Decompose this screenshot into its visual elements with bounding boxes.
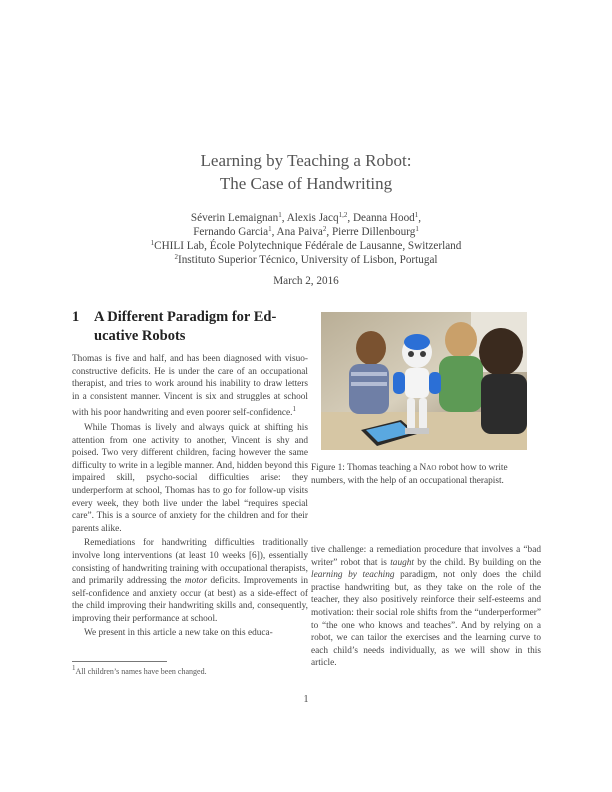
paper-title-line-2: The Case of Handwriting — [219, 174, 393, 193]
page-number: 1 — [303, 694, 309, 705]
robot-teaching-photo — [321, 312, 527, 450]
paper-date: March 2, 2016 — [273, 275, 339, 287]
authors-line-1: Séverin Lemaignan$^1$, Alexis Jacq$^{1,2}$, Deanna Hood$^1$, — [190, 211, 422, 224]
author-jacq: , Alexis Jacq — [281, 212, 339, 224]
authors-line-2: Fernando Garcia$^1$, Ana Paiva$^2$, Pierre Dillenbourg$^1$ — [193, 225, 419, 238]
author-lemaignan: Séverin Lemaignan — [190, 212, 279, 224]
right-paragraph: tive challenge: a remediation procedure that involves a “bad writer” robot that is taught by the child. By building on the learning by teaching paradigm, not only does the child practise handwriting but, as they take on the role of the teacher, they also positively reinforce their self-esteems and motivation: their social role shifts from the “underperformer” to “the one who knows and teaches”. And by relying on a robot, we can tailor the exercises and the learning curve to each child’s needs individually, as we will show in this article. — [311, 545, 541, 669]
author-garcia: Fernando Garcia — [193, 226, 269, 238]
figure-photo — [321, 312, 527, 450]
right-column — [311, 544, 541, 670]
footnote: $^1$All children’s names have been changed. — [72, 664, 207, 676]
author-hood: , Deanna Hood — [347, 212, 415, 224]
left-column — [72, 353, 308, 640]
paragraph-1: Thomas is five and half, and has been diagnosed with visuo-constructive deficits. He is under the care of an occupational therapist, and tries to work around his inability to draw letters in a consistent manner. Vincent is six and struggles at school with his poor handwriting and even poorer self-confidence.$^1$ — [72, 354, 308, 419]
author-dillenbourg: , Pierre Dillenbourg — [326, 226, 416, 238]
footnote-ref: 1 — [292, 405, 296, 414]
paragraph-2: While Thomas is lively and always quick at shifting his attention from one activity to another, Vincent is shy and poised. Two very different children, facing however the same difficulty to write in a legible manner. And, hidden beyond this impaired skill, psycho-social difficulties arise: they underperform at school, Thomas has to go for follow-up visits every week, they both live under the label “requires special care”. This is a source of anxiety for the children and for their parents alike. — [72, 422, 308, 534]
figure-caption: Figure 1: Thomas teaching a Nao robot how to write numbers, with the help of an occupational therapist. — [311, 463, 508, 486]
paper-title-line-1: Learning by Teaching a Robot: — [200, 151, 412, 170]
footnote-rule — [72, 661, 167, 662]
section-heading — [72, 308, 308, 346]
figure-label: Figure 1: — [311, 463, 345, 473]
paragraph-4: We present in this article a new take on this educa- — [84, 628, 273, 639]
author-paiva: , Ana Paiva — [271, 226, 323, 238]
affiliation-2: $^2$Instituto Superior Técnico, University of Lisbon, Portugal — [174, 253, 438, 266]
affiliation-1: $^1$CHILI Lab, École Polytechnique Fédérale de Lausanne, Switzerland — [150, 239, 462, 252]
section-title-line-2: ucative Robots — [94, 328, 186, 344]
paragraph-3: Remediations for handwriting difficulties traditionally involve long interventions (at least 10 weeks [6]), essentially consisting of handwriting training with occupational therapists, and primarily addressing the motor deficits. Improvements in self-confidence and anxiety occur (at best) as a side-effect of the child improving their handwriting skills and, consequently, improving their performance at school. — [72, 538, 308, 624]
section-title-line-1: A Different Paradigm for Ed- — [94, 309, 277, 325]
section-number: 1 — [72, 309, 80, 325]
